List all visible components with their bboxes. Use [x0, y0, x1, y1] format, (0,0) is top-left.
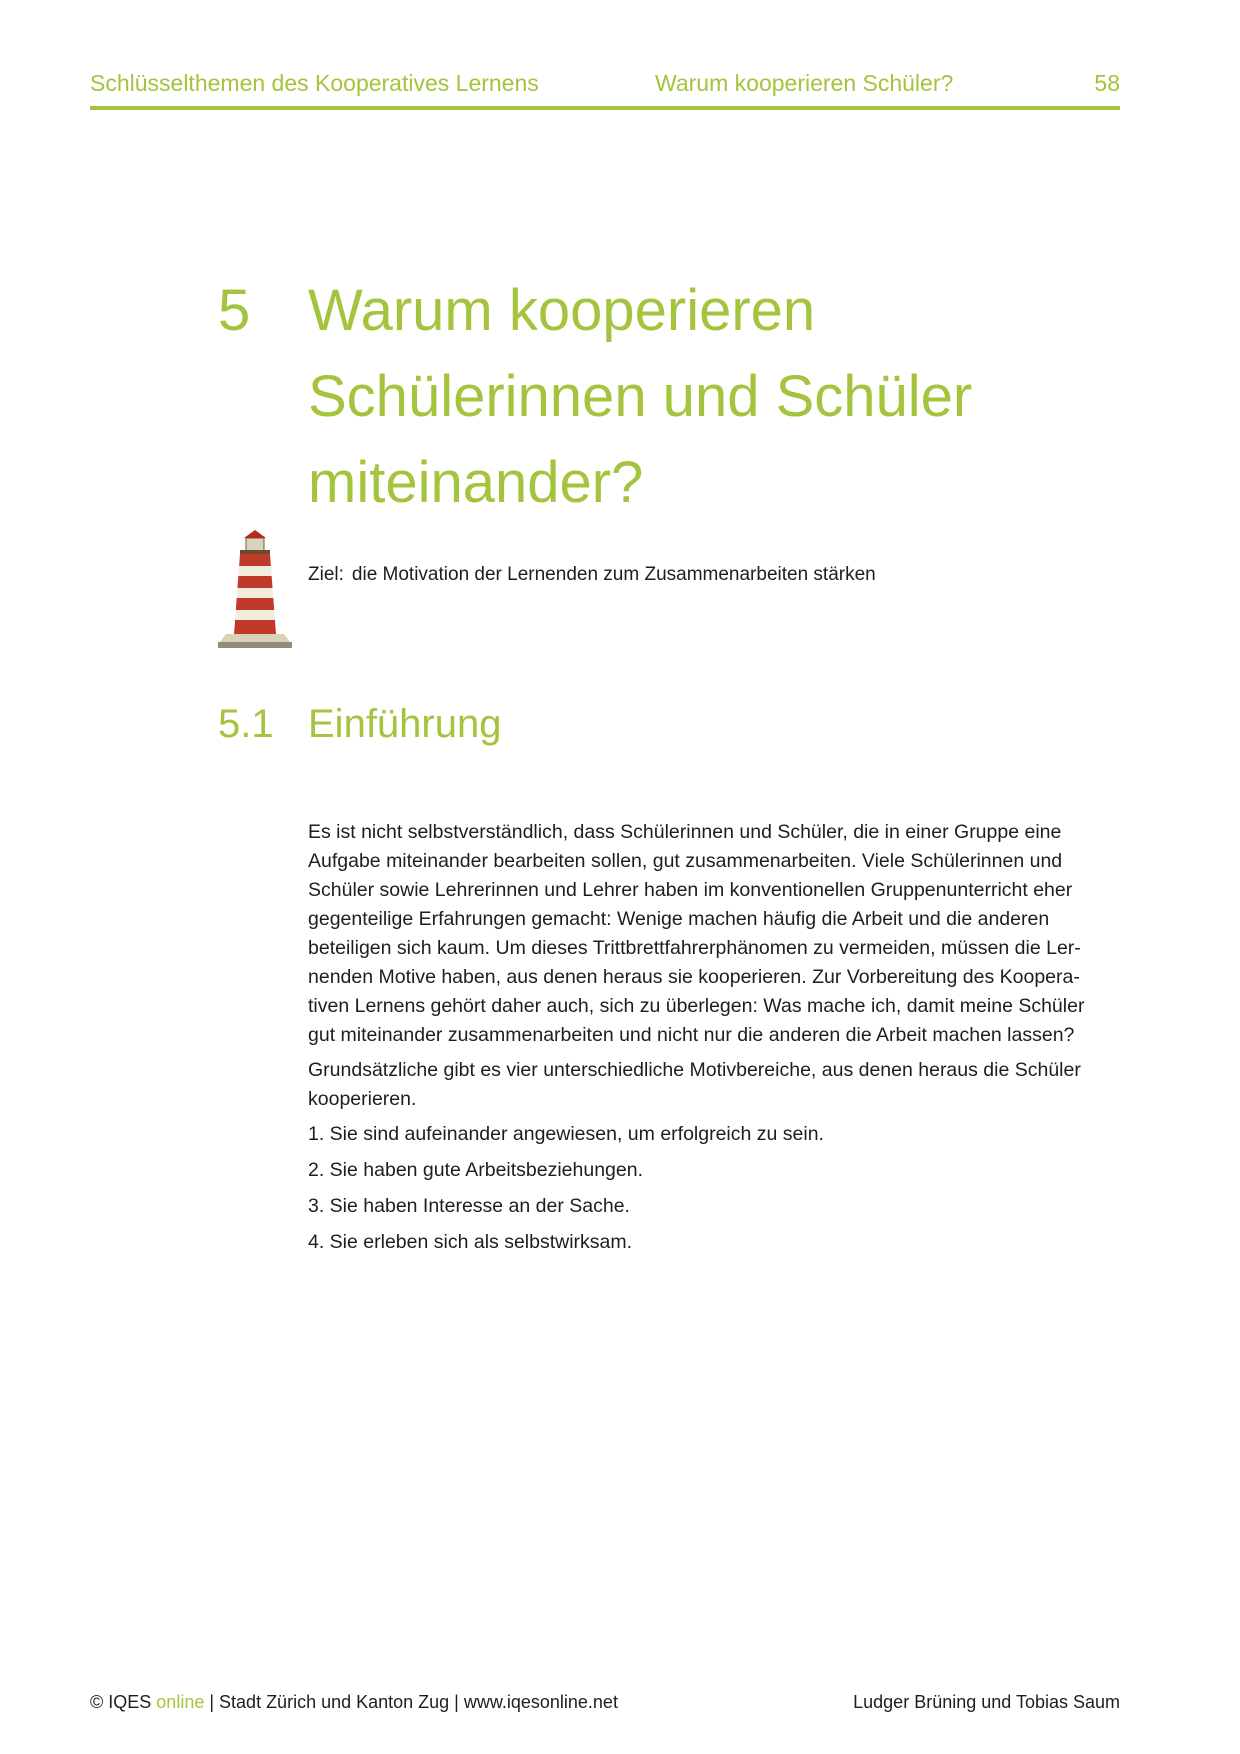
list-item: 4. Sie erleben sich als selbstwirksam. — [308, 1231, 633, 1253]
header-book-title: Schlüsselthemen des Kooperatives Lernens — [90, 70, 539, 96]
text-line: Grundsätzliche gibt es vier unterschiedliche Motivbereiche, aus denen heraus die Schüler — [308, 1059, 1081, 1081]
footer-copyright: © IQES — [90, 1692, 152, 1712]
text-line: Es ist nicht selbstverständlich, dass Schülerinnen und Schüler, die in einer Gruppe eine — [308, 821, 1062, 843]
footer-publisher: | Stadt Zürich und Kanton Zug | www.iqesonline.net — [209, 1692, 618, 1712]
text-line: nenden Motive haben, aus denen heraus sie kooperieren. Zur Vorbereitung des Koopera- — [308, 966, 1080, 988]
list-item: 2. Sie haben gute Arbeitsbeziehungen. — [308, 1159, 644, 1181]
text-line: kooperieren. — [308, 1088, 417, 1110]
paragraph-motives — [308, 1056, 1120, 1114]
text-line: Aufgabe miteinander bearbeiten sollen, gut zusammenarbeiten. Viele Schülerinnen und — [308, 850, 1063, 872]
lighthouse-icon — [216, 530, 294, 650]
page-footer — [90, 1692, 1120, 1713]
body-text — [308, 818, 1120, 1264]
chapter-title-line: Warum kooperieren — [308, 278, 816, 343]
text-line: beteiligen sich kaum. Um dieses Trittbrettfahrerphänomen zu vermeiden, müssen die Ler- — [308, 937, 1081, 959]
list-item: 1. Sie sind aufeinander angewiesen, um erfolgreich zu sein. — [308, 1123, 824, 1145]
chapter-number: 5 — [218, 278, 251, 343]
header-page-number: 58 — [1094, 70, 1120, 96]
header-chapter-title: Warum kooperieren Schüler? — [655, 70, 954, 96]
chapter-title-line: Schülerinnen und Schüler — [308, 364, 973, 429]
goal-label: Ziel: — [308, 564, 344, 585]
goal-line — [308, 564, 876, 586]
section-number: 5.1 — [218, 702, 274, 746]
footer-online: online — [156, 1692, 205, 1712]
text-line: tiven Lernens gehört daher auch, sich zu überlegen: Was mache ich, damit meine Schüler — [308, 995, 1085, 1017]
chapter-title — [308, 268, 1068, 526]
goal-text: die Motivation der Lernenden zum Zusammenarbeiten stärken — [351, 564, 876, 585]
paragraph-intro — [308, 818, 1120, 1050]
footer-authors: Ludger Brüning und Tobias Saum — [853, 1692, 1120, 1712]
motive-list — [308, 1120, 1120, 1257]
text-line: gegenteilige Erfahrungen gemacht: Wenige machen häufig die Arbeit und die anderen — [308, 908, 1050, 930]
text-line: gut miteinander zusammenarbeiten und nicht nur die anderen die Arbeit machen lassen? — [308, 1024, 1075, 1046]
section-title: Einführung — [308, 702, 502, 746]
page-header — [90, 70, 1120, 110]
chapter-title-line: miteinander? — [308, 450, 644, 515]
text-line: Schüler sowie Lehrerinnen und Lehrer haben im konventionellen Gruppenunterricht eher — [308, 879, 1073, 901]
list-item: 3. Sie haben Interesse an der Sache. — [308, 1195, 630, 1217]
